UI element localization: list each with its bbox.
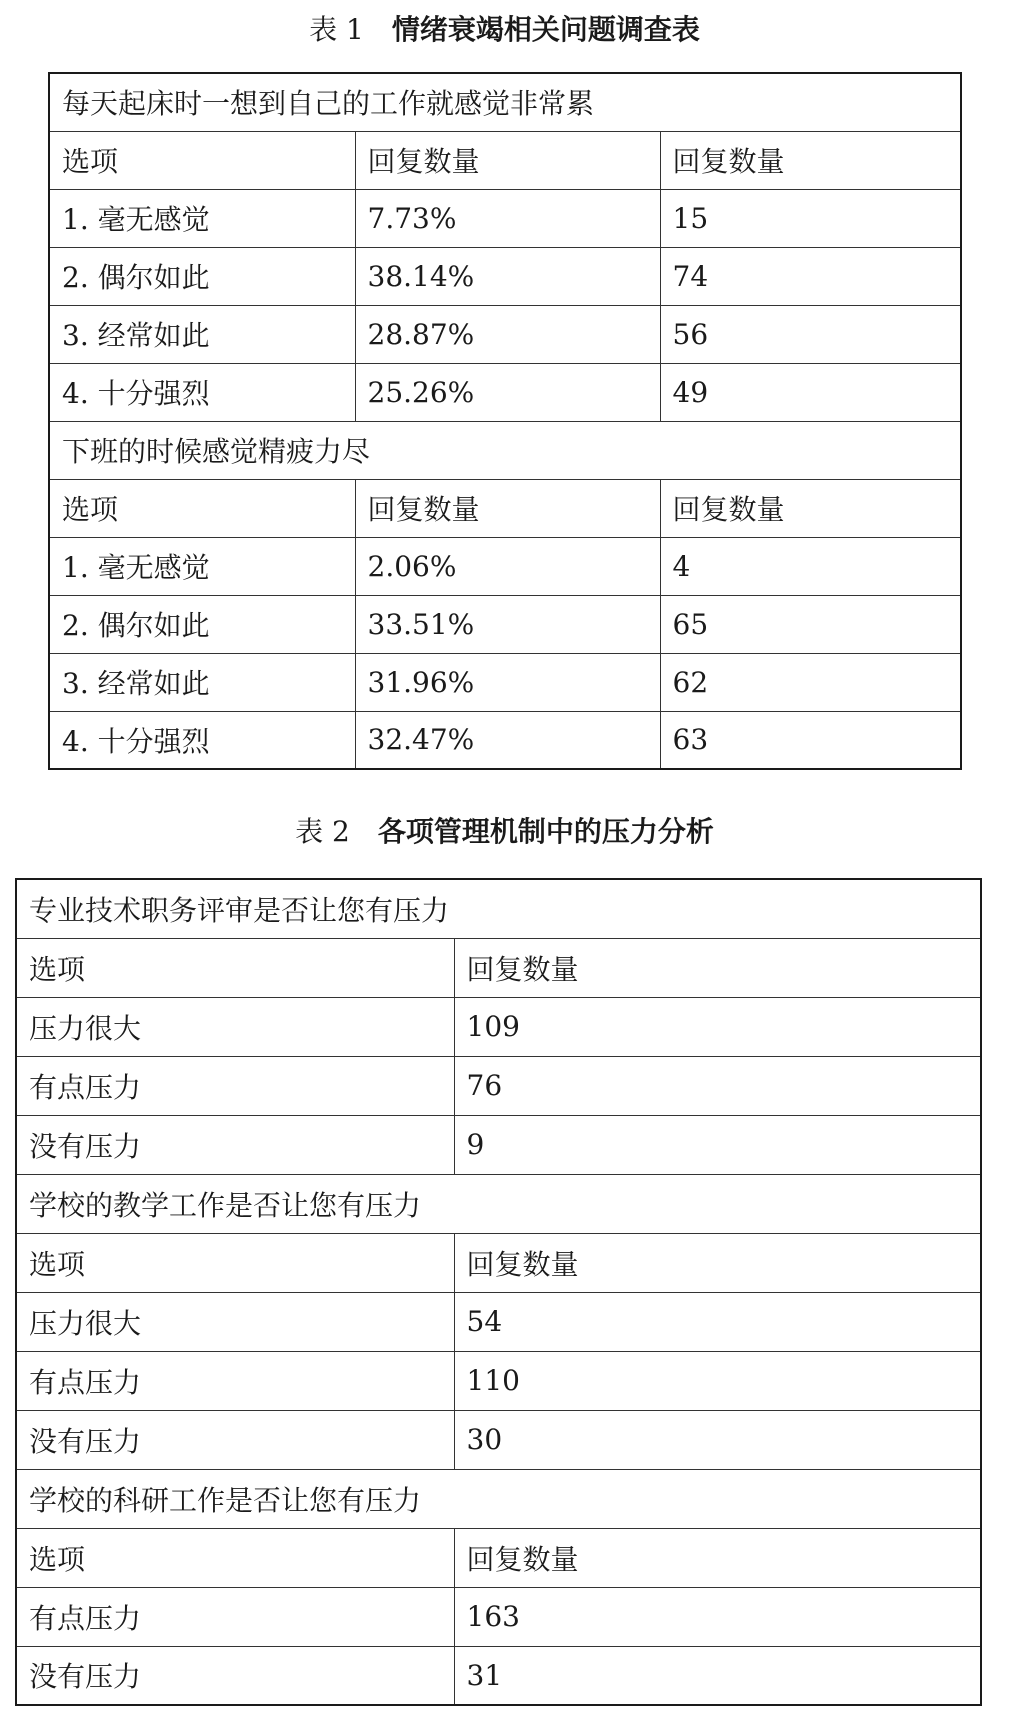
table-row: [49, 363, 961, 421]
table1-caption: [0, 10, 1009, 50]
value-cell: 49: [660, 363, 961, 421]
table-row: [49, 653, 961, 711]
section-title-row: [16, 1469, 981, 1528]
value-cell: 74: [660, 247, 961, 305]
value-cell: 65: [660, 595, 961, 653]
table-row: [49, 305, 961, 363]
header-row: [16, 1233, 981, 1292]
column-header: 回复数量: [660, 131, 961, 189]
option-cell: 4. 十分强烈: [49, 711, 355, 769]
table-row: [16, 997, 981, 1056]
table-row: [16, 1410, 981, 1469]
section-question: 学校的科研工作是否让您有压力: [16, 1469, 981, 1528]
value-cell: 54: [454, 1292, 981, 1351]
column-header: 回复数量: [660, 479, 961, 537]
option-cell: 3. 经常如此: [49, 305, 355, 363]
value-cell: 4: [660, 537, 961, 595]
value-cell: 32.47%: [355, 711, 660, 769]
option-cell: 2. 偶尔如此: [49, 247, 355, 305]
section-question: 下班的时候感觉精疲力尽: [49, 421, 961, 479]
value-cell: 56: [660, 305, 961, 363]
section-question: 每天起床时一想到自己的工作就感觉非常累: [49, 73, 961, 131]
option-cell: 有点压力: [16, 1056, 454, 1115]
column-header: 回复数量: [454, 1233, 981, 1292]
table-row: [16, 1115, 981, 1174]
value-cell: 38.14%: [355, 247, 660, 305]
table2-caption-number: 表 2: [295, 815, 350, 848]
option-cell: 没有压力: [16, 1646, 454, 1705]
value-cell: 15: [660, 189, 961, 247]
value-cell: 62: [660, 653, 961, 711]
value-cell: 2.06%: [355, 537, 660, 595]
section-title-row: [49, 73, 961, 131]
value-cell: 109: [454, 997, 981, 1056]
table-row: [16, 1351, 981, 1410]
option-cell: 4. 十分强烈: [49, 363, 355, 421]
value-cell: 9: [454, 1115, 981, 1174]
option-cell: 没有压力: [16, 1115, 454, 1174]
value-cell: 28.87%: [355, 305, 660, 363]
column-header: 回复数量: [355, 131, 660, 189]
value-cell: 110: [454, 1351, 981, 1410]
column-header: 选项: [16, 1233, 454, 1292]
value-cell: 30: [454, 1410, 981, 1469]
column-header: 回复数量: [454, 938, 981, 997]
option-cell: 1. 毫无感觉: [49, 189, 355, 247]
value-cell: 76: [454, 1056, 981, 1115]
table1-caption-title: 情绪衰竭相关问题调查表: [391, 13, 700, 46]
header-row: [16, 1528, 981, 1587]
value-cell: 33.51%: [355, 595, 660, 653]
value-cell: 7.73%: [355, 189, 660, 247]
column-header: 选项: [49, 131, 355, 189]
option-cell: 有点压力: [16, 1587, 454, 1646]
table-row: [49, 189, 961, 247]
table-row: [49, 247, 961, 305]
section-question: 学校的教学工作是否让您有压力: [16, 1174, 981, 1233]
section-question: 专业技术职务评审是否让您有压力: [16, 879, 981, 938]
table1-caption-number: 表 1: [309, 13, 364, 46]
table-row: [16, 1292, 981, 1351]
option-cell: 1. 毫无感觉: [49, 537, 355, 595]
value-cell: 63: [660, 711, 961, 769]
header-row: [16, 938, 981, 997]
column-header: 回复数量: [454, 1528, 981, 1587]
table-row: [49, 711, 961, 769]
column-header: 选项: [16, 938, 454, 997]
header-row: [49, 131, 961, 189]
section-title-row: [16, 879, 981, 938]
option-cell: 压力很大: [16, 997, 454, 1056]
value-cell: 25.26%: [355, 363, 660, 421]
table-row: [16, 1056, 981, 1115]
management-pressure-table: [15, 878, 982, 1706]
option-cell: 3. 经常如此: [49, 653, 355, 711]
column-header: 回复数量: [355, 479, 660, 537]
section-title-row: [16, 1174, 981, 1233]
column-header: 选项: [49, 479, 355, 537]
table-row: [49, 537, 961, 595]
option-cell: 有点压力: [16, 1351, 454, 1410]
option-cell: 压力很大: [16, 1292, 454, 1351]
option-cell: 2. 偶尔如此: [49, 595, 355, 653]
table-row: [49, 595, 961, 653]
option-cell: 没有压力: [16, 1410, 454, 1469]
emotional-exhaustion-table: [48, 72, 962, 770]
table2-caption-title: 各项管理机制中的压力分析: [377, 815, 714, 848]
table-row: [16, 1587, 981, 1646]
header-row: [49, 479, 961, 537]
section-title-row: [49, 421, 961, 479]
column-header: 选项: [16, 1528, 454, 1587]
table-row: [16, 1646, 981, 1705]
table2-caption: [0, 812, 1009, 852]
value-cell: 31: [454, 1646, 981, 1705]
value-cell: 31.96%: [355, 653, 660, 711]
value-cell: 163: [454, 1587, 981, 1646]
